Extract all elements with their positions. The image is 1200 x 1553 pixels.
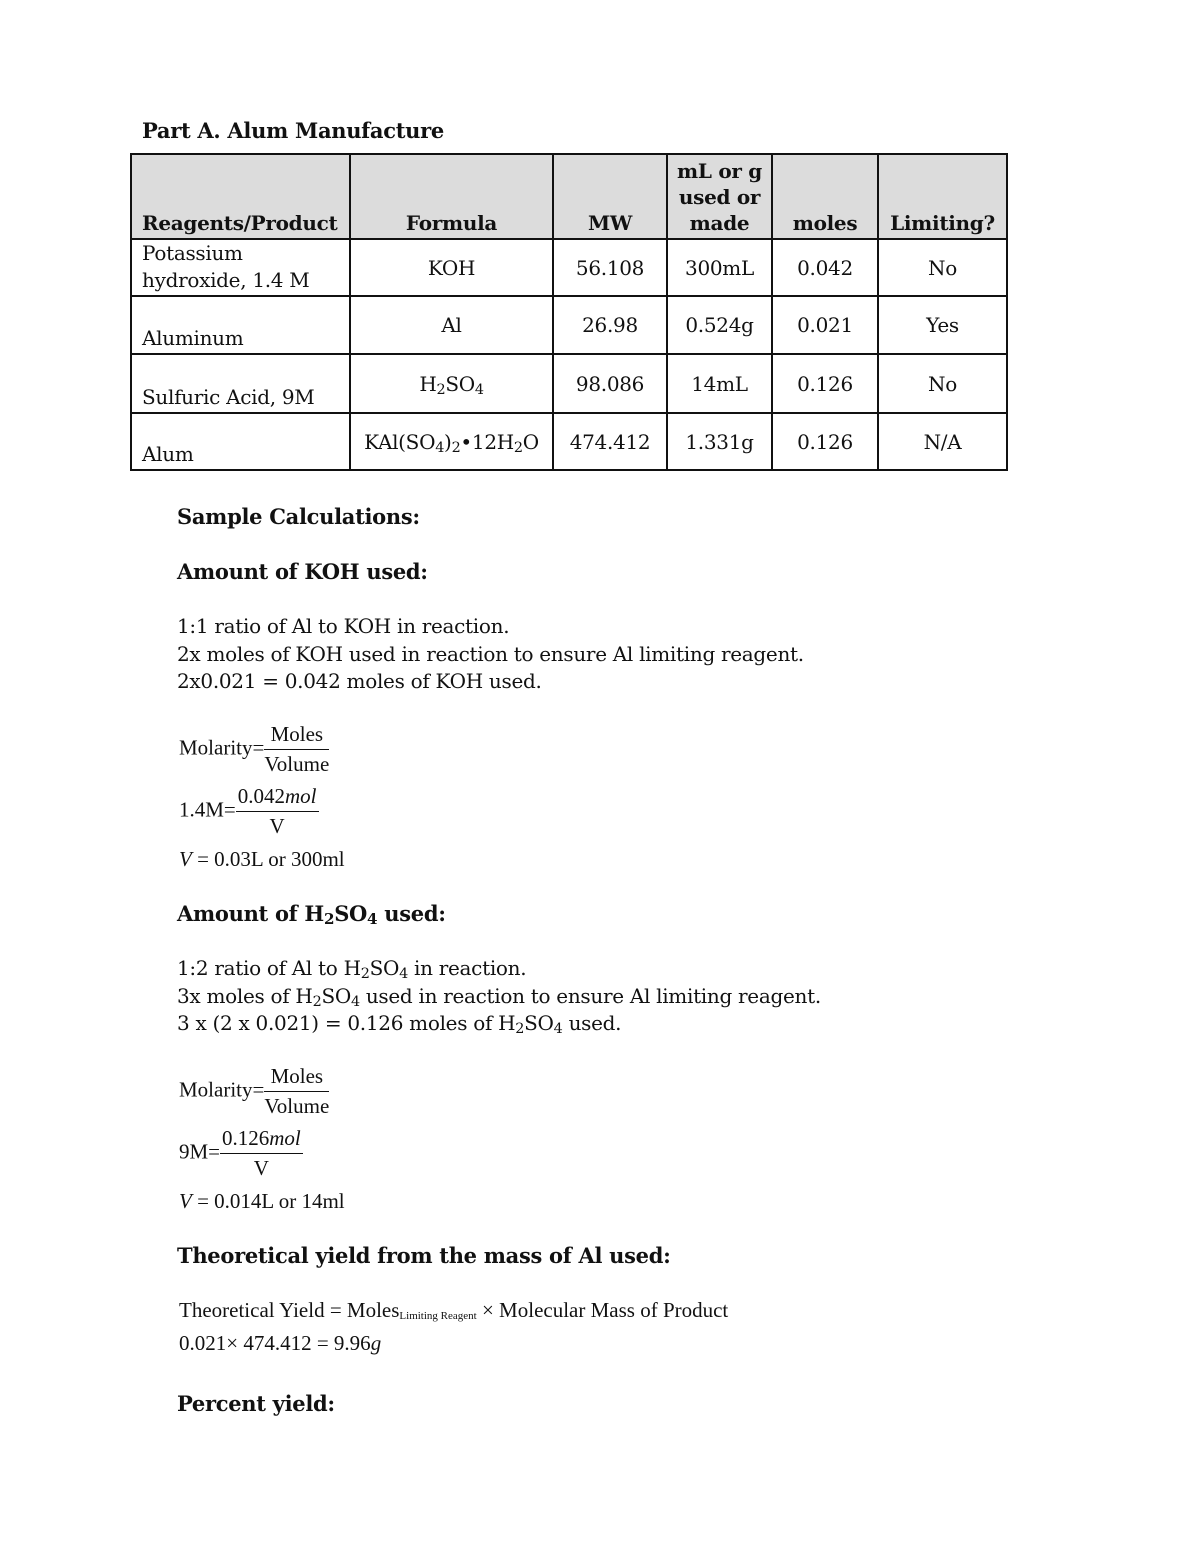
h2so4-moles-line	[177, 984, 821, 1008]
formula-part: KAl(SO	[364, 429, 436, 454]
formula-cell	[350, 354, 553, 413]
reagent-name-line2: hydroxide, 1.4 M	[142, 268, 310, 292]
limiting-cell: N/A	[878, 413, 1007, 470]
formula-subscript: 2	[513, 439, 523, 456]
percent-yield-heading: Percent yield:	[177, 1391, 335, 1416]
theoretical-yield-formula	[179, 1298, 728, 1323]
h2so4-volume-result	[179, 1189, 345, 1214]
equation-lhs: Molarity=	[179, 1077, 265, 1102]
formula-part: H	[419, 371, 437, 396]
fraction-numerator	[220, 1126, 303, 1154]
mw-cell: 26.98	[553, 296, 667, 354]
text-part: 3x moles of H	[177, 984, 313, 1008]
heading-subscript: 2	[323, 910, 335, 929]
fraction-numerator	[236, 784, 319, 812]
calc-part: 0.021× 474.412 = 9.96	[179, 1331, 371, 1355]
formula-subscript: 2	[436, 381, 446, 398]
table-row	[131, 239, 1007, 296]
formula-subscript: 4	[474, 381, 484, 398]
formula-part: SO	[445, 371, 475, 396]
fraction	[264, 722, 329, 777]
text-part: SO	[524, 1011, 554, 1035]
header-amount-line1: mL or g	[677, 159, 762, 183]
reagent-name: Sulfuric Acid, 9M	[131, 354, 350, 413]
amount-cell: 14mL	[667, 354, 772, 413]
formula-cell	[350, 413, 553, 470]
variable: V	[179, 1189, 192, 1213]
table-row	[131, 354, 1007, 413]
amount-cell: 1.331g	[667, 413, 772, 470]
equation-lhs: 9M=	[179, 1139, 221, 1164]
heading-part: Amount of H	[177, 901, 324, 926]
limiting-cell: Yes	[878, 296, 1007, 354]
fraction	[236, 784, 319, 839]
text-part: used.	[562, 1011, 622, 1035]
result-text: = 0.03L or 300ml	[191, 847, 345, 871]
koh-volume-equation	[179, 784, 319, 839]
moles-cell: 0.126	[772, 413, 878, 470]
text-part: SO	[369, 956, 400, 980]
formula-subscript: 4	[435, 439, 445, 456]
text-part: SO	[321, 984, 351, 1008]
koh-moles-line: 2x moles of KOH used in reaction to ensure Al limiting reagent.	[177, 642, 804, 666]
fraction	[220, 1126, 303, 1181]
numerator-unit: mol	[269, 1126, 301, 1150]
sample-calculations-heading: Sample Calculations:	[177, 504, 420, 529]
moles-cell: 0.042	[772, 239, 878, 296]
equation-lhs: 1.4M=	[179, 797, 236, 822]
fraction-denominator: Volume	[264, 1094, 330, 1118]
formula-subscript: Limiting Reagent	[399, 1310, 477, 1323]
formula-part: •12H	[460, 429, 514, 454]
header-amount-line2: used or	[678, 185, 761, 209]
koh-heading: Amount of KOH used:	[177, 559, 428, 584]
theoretical-yield-calculation	[179, 1331, 381, 1356]
numerator-value: 0.126	[222, 1126, 270, 1150]
header-limiting: Limiting?	[878, 154, 1007, 239]
limiting-cell: No	[878, 354, 1007, 413]
limiting-cell: No	[878, 239, 1007, 296]
amount-cell: 300mL	[667, 239, 772, 296]
amount-cell: 0.524g	[667, 296, 772, 354]
table-row	[131, 296, 1007, 354]
table-header-row	[131, 154, 1007, 239]
reagent-name	[131, 239, 350, 296]
subscript: 2	[312, 993, 322, 1010]
koh-ratio-line: 1:1 ratio of Al to KOH in reaction.	[177, 614, 510, 638]
h2so4-ratio-line	[177, 956, 526, 980]
header-moles: moles	[772, 154, 878, 239]
text-part: 1:2 ratio of Al to H	[177, 956, 361, 980]
fraction-numerator: Moles	[264, 722, 329, 750]
subscript: 2	[360, 965, 370, 982]
formula-part: Theoretical Yield = Moles	[179, 1298, 400, 1322]
formula-part: × Molecular Mass of Product	[476, 1298, 729, 1322]
heading-part: used:	[377, 901, 446, 926]
heading-part: SO	[334, 901, 368, 926]
formula-part: O	[522, 429, 539, 454]
fraction-denominator: V	[253, 1156, 269, 1180]
text-part: used in reaction to ensure Al limiting reagent.	[359, 984, 821, 1008]
calc-unit: g	[370, 1331, 382, 1355]
header-amount	[667, 154, 772, 239]
text-part: 3 x (2 x 0.021) = 0.126 moles of H	[177, 1011, 516, 1035]
formula-cell: KOH	[350, 239, 553, 296]
fraction-numerator: Moles	[264, 1064, 329, 1092]
koh-volume-result	[179, 847, 345, 872]
table-row	[131, 413, 1007, 470]
heading-subscript: 4	[367, 910, 378, 929]
h2so4-molarity-equation	[179, 1064, 329, 1119]
mw-cell: 98.086	[553, 354, 667, 413]
subscript: 2	[515, 1020, 525, 1037]
h2so4-calc-line	[177, 1011, 621, 1035]
subscript: 4	[553, 1020, 563, 1037]
mw-cell: 474.412	[553, 413, 667, 470]
fraction	[264, 1064, 329, 1119]
h2so4-heading	[177, 901, 446, 929]
formula-part: )	[444, 429, 452, 454]
reagent-name: Aluminum	[131, 296, 350, 354]
moles-cell: 0.021	[772, 296, 878, 354]
fraction-denominator: Volume	[264, 752, 330, 776]
mw-cell: 56.108	[553, 239, 667, 296]
subscript: 4	[399, 965, 408, 982]
fraction-denominator: V	[269, 814, 285, 838]
page-title: Part A. Alum Manufacture	[142, 118, 444, 143]
header-mw: MW	[553, 154, 667, 239]
formula-subscript: 2	[451, 439, 461, 456]
equation-lhs: Molarity=	[179, 735, 265, 760]
koh-molarity-equation	[179, 722, 329, 777]
result-text: = 0.014L or 14ml	[191, 1189, 345, 1213]
moles-cell: 0.126	[772, 354, 878, 413]
header-formula: Formula	[350, 154, 553, 239]
numerator-value: 0.042	[237, 784, 286, 808]
formula-cell: Al	[350, 296, 553, 354]
variable: V	[179, 847, 192, 871]
theoretical-yield-heading: Theoretical yield from the mass of Al used:	[177, 1243, 671, 1268]
h2so4-volume-equation	[179, 1126, 303, 1181]
koh-calc-line: 2x0.021 = 0.042 moles of KOH used.	[177, 669, 542, 693]
numerator-unit: mol	[285, 784, 317, 808]
header-reagent: Reagents/Product	[131, 154, 350, 239]
reagent-name-line1: Potassium	[142, 241, 243, 265]
alum-data-table	[130, 153, 1008, 471]
text-part: in reaction.	[407, 956, 527, 980]
header-amount-line3: made	[689, 211, 750, 235]
reagent-name: Alum	[131, 413, 350, 470]
subscript: 4	[350, 993, 360, 1010]
